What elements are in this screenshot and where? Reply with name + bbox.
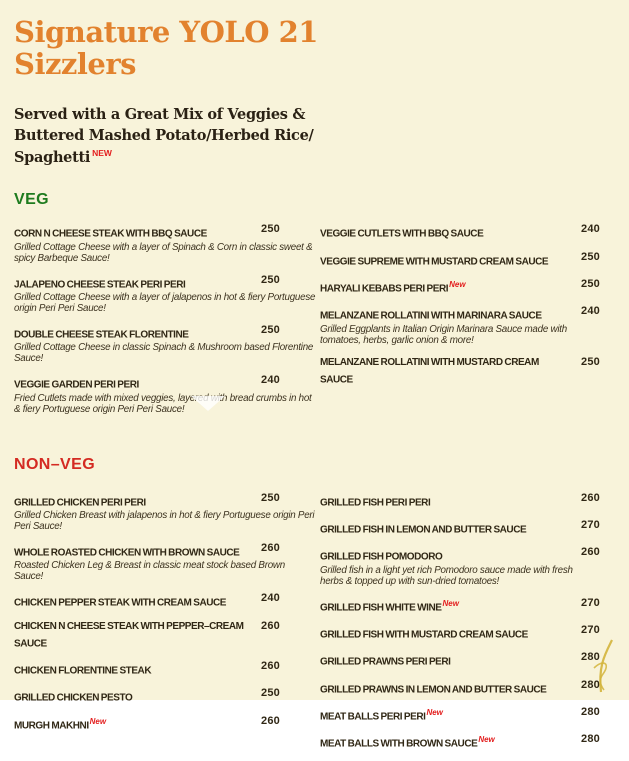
item-price: 270 (581, 623, 600, 636)
item-price: 240 (581, 305, 600, 318)
menu-title (14, 16, 629, 81)
item-price: 260 (581, 546, 600, 559)
item-name: GRILLED CHICKEN PERI PERI (14, 496, 146, 508)
item-description: Grilled Eggplants in Italian Origin Marinara Sauce made with tomatoes, herbs, garlic onion & more! (320, 323, 567, 346)
item-name: GRILLED FISH WHITE $WINE^{New}$ (320, 598, 459, 613)
item-name: JALAPENO CHEESE STEAK PERI PERI (14, 278, 186, 290)
menu-item (320, 223, 600, 240)
veg-left-column (14, 223, 316, 424)
menu-item (14, 592, 280, 609)
item-name: MEAT BALLS WITH BROWN $SAUCE^{New}$ (320, 735, 495, 750)
menu-item (320, 733, 600, 750)
item-description: Grilled Cottage Cheese in classic Spinach & Mushroom based Florentine Sauce! (14, 342, 314, 365)
item-description: Roasted Chicken Leg & Breast in classic meat stock based Brown Sauce! (14, 560, 285, 583)
subtitle-line2: Buttered Mashed Potato/Herbed Rice/ (14, 127, 314, 145)
item-price: 250 (581, 250, 600, 263)
item-name: MEAT BALLS PERI $PERI^{New}$ (320, 707, 443, 723)
menu-item (14, 374, 312, 415)
item-price: 250 (261, 223, 280, 236)
item-name: MELANZANE ROLLATINI WITH MUSTARD CREAM SAUCE (320, 356, 539, 385)
nonveg-columns (14, 492, 629, 761)
item-name: VEGGIE GARDEN PERI PERI (14, 379, 139, 391)
menu-item (14, 323, 314, 365)
menu-item (14, 273, 316, 314)
menu-item (320, 679, 600, 696)
item-name: GRILLED PRAWNS PERI PERI (320, 656, 451, 668)
item-price: 250 (261, 323, 280, 336)
item-name: GRILLED CHICKEN PESTO (14, 692, 133, 704)
menu-item (14, 687, 280, 704)
new-badge: New (426, 707, 443, 717)
item-price: 270 (581, 596, 600, 609)
item-price: 280 (581, 733, 600, 746)
item-name: GRILLED FISH POMODORO (320, 551, 443, 563)
menu-item (320, 597, 600, 614)
subtitle-line1: Served with a Great Mix of Veggies & (14, 105, 306, 123)
menu-title-line2: Sizzlers (14, 47, 136, 82)
item-name: WHOLE ROASTED CHICKEN WITH BROWN SAUCE (14, 547, 240, 559)
item-price: 280 (581, 678, 600, 691)
veg-right-column (320, 223, 600, 424)
item-description: Grilled Chicken Breast with jalapenos in hot & fiery Portuguese origin Peri Peri Sauce! (14, 509, 315, 532)
item-price: 280 (581, 705, 600, 718)
section-label-nonveg: NON–VEG (14, 455, 96, 473)
item-price: 250 (261, 687, 280, 700)
item-price: 260 (261, 659, 280, 672)
item-price: 260 (261, 619, 280, 632)
section-label-veg: VEG (14, 191, 49, 209)
item-price: 270 (581, 518, 600, 531)
item-name: CORN N CHEESE STEAK WITH BBQ SAUCE (14, 228, 207, 240)
item-name: CHICKEN N CHEESE STEAK WITH PEPPER–CREAM SAUCE (14, 620, 244, 649)
item-price: 250 (581, 277, 600, 290)
menu-item (320, 305, 600, 345)
down-triangle-decoration (191, 396, 225, 411)
item-price: 260 (581, 491, 600, 504)
item-name: MELANZANE ROLLATINI WITH MARINARA SAUCE (320, 310, 542, 322)
section-veg (14, 190, 629, 424)
new-badge: New (449, 279, 466, 289)
item-price: 260 (261, 714, 280, 727)
menu-item (14, 620, 280, 650)
menu-item (320, 546, 600, 586)
section-nonveg (14, 455, 629, 761)
yellow-flourish-decoration (590, 638, 620, 698)
item-name: CHICKEN PEPPER STEAK WITH CREAM SAUCE (14, 597, 226, 609)
item-price: 240 (261, 592, 280, 605)
veg-columns (14, 223, 629, 424)
menu-item (320, 251, 600, 268)
item-name: DOUBLE CHEESE STEAK FLORENTINE (14, 329, 189, 341)
menu-item (320, 278, 600, 295)
item-price: 250 (261, 273, 280, 286)
item-name: VEGGIE SUPREME WITH MUSTARD CREAM SAUCE (320, 255, 549, 267)
item-description: Grilled Cottage Cheese with a layer of Spinach & Corn in classic sweet & spicy Barbeque Sauce! (14, 241, 313, 264)
item-name: VEGGIE CUTLETS WITH BBQ SAUCE (320, 228, 484, 240)
menu-item (14, 491, 315, 532)
new-badge: New (442, 598, 459, 608)
item-name: GRILLED PRAWNS IN LEMON AND BUTTER SAUCE (320, 683, 547, 695)
menu-item (320, 706, 600, 723)
item-description: Grilled fish in a light yet rich Pomodoro sauce made with fresh herbs & topped up with sun-dried tomatoes! (320, 564, 573, 587)
menu-item (14, 715, 280, 732)
menu-item (14, 541, 285, 583)
item-price: 250 (581, 355, 600, 368)
menu-item (320, 651, 600, 668)
item-price: 240 (261, 374, 280, 387)
item-name: MURGH $MAKHNI^{New}$ (14, 716, 107, 731)
menu-title-line1: Signature YOLO 21 (14, 15, 318, 49)
new-badge: New (89, 716, 107, 726)
item-description: Grilled Cottage Cheese with a layer of jalapenos in hot & fiery Portuguese origin Peri Peri Sauce! (14, 291, 316, 314)
item-name: HARYALI KEBABS PERI $PERI^{New}$ (320, 279, 466, 295)
new-badge: NEW (92, 148, 112, 159)
menu-subtitle (14, 104, 629, 168)
subtitle-line3: Spaghetti $^{NEW}$ (14, 148, 112, 166)
menu-item (14, 223, 313, 264)
menu-item (320, 356, 600, 386)
item-name: GRILLED FISH PERI PERI (320, 496, 431, 508)
menu-item (14, 660, 280, 677)
item-name: CHICKEN FLORENTINE STEAK (14, 665, 152, 677)
new-badge: New (478, 735, 495, 745)
item-name: GRILLED FISH IN LEMON AND BUTTER SAUCE (320, 524, 527, 536)
menu-item (320, 624, 600, 641)
nonveg-right-column (320, 492, 600, 761)
menu-item (320, 492, 600, 509)
nonveg-left-column (14, 491, 315, 761)
item-price: 260 (261, 541, 280, 554)
item-price: 250 (261, 491, 280, 504)
menu-item (320, 519, 600, 536)
item-description: Fried Cutlets made with mixed veggies, layered with bread crumbs in hot & fiery Portuguese origin Peri Peri Sauce! (14, 392, 312, 415)
item-price: 240 (581, 223, 600, 236)
item-name: GRILLED FISH WITH MUSTARD CREAM SAUCE (320, 629, 528, 641)
item-price: 280 (581, 651, 600, 664)
